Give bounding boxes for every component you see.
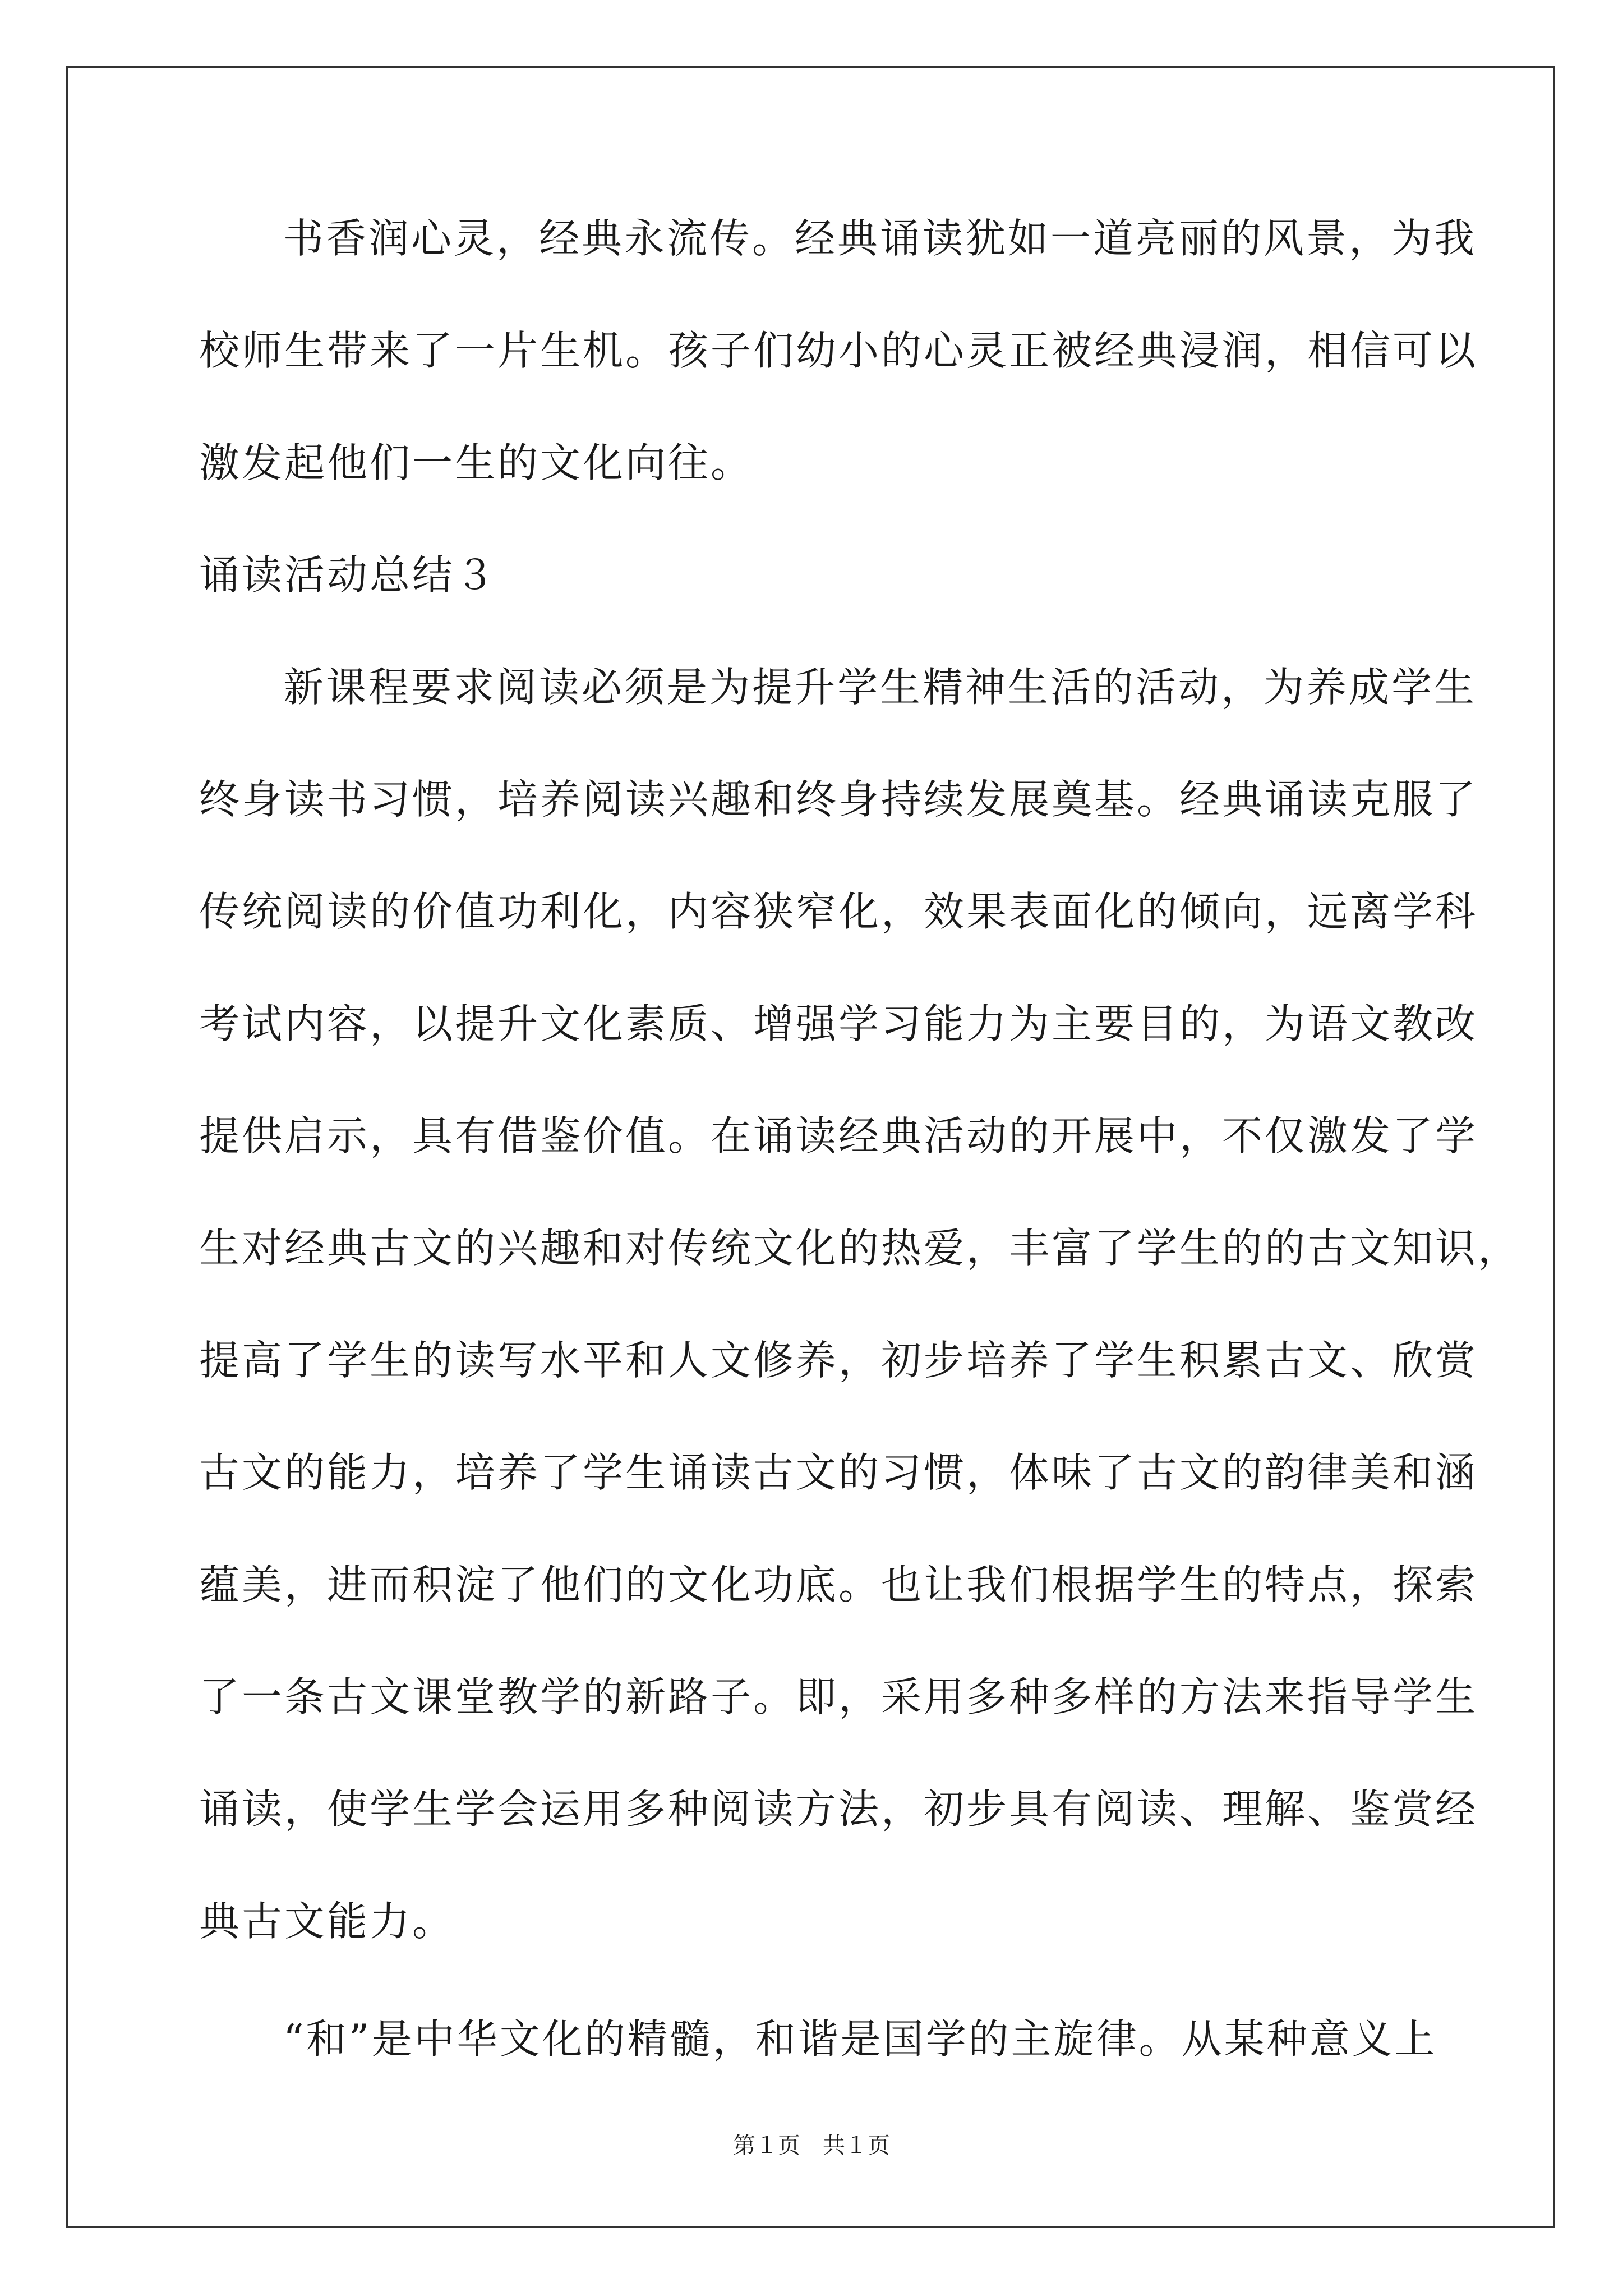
text-line: 书香润心灵，经典永流传。经典诵读犹如一道亮丽的风景，为我 xyxy=(283,215,1477,262)
text-line: “和”是中华文化的精髓，和谐是国学的主旋律。从某种意义上 xyxy=(283,2016,1437,2063)
text-line: 古文的能力，培养了学生诵读古文的习惯，体味了古文的韵律美和涵 xyxy=(199,1449,1478,1496)
text-line: 考试内容，以提升文化素质、增强学习能力为主要目的，为语文教改 xyxy=(199,1000,1478,1047)
section-heading: 诵读活动总结３ xyxy=(199,551,498,599)
text-line: 提高了学生的读写水平和人文修养，初步培养了学生积累古文、欣赏 xyxy=(199,1337,1478,1384)
text-line: 诵读，使学生学会运用多种阅读方法，初步具有阅读、理解、鉴赏经 xyxy=(199,1786,1478,1833)
text-line: 校师生带来了一片生机。孩子们幼小的心灵正被经典浸润，相信可以 xyxy=(199,327,1478,374)
text-line: 提供启示，具有借鉴价值。在诵读经典活动的开展中，不仅激发了学 xyxy=(199,1112,1478,1159)
text-line: 生对经典古文的兴趣和对传统文化的热爱，丰富了学生的的古文知识， xyxy=(199,1225,1521,1272)
text-line: 新课程要求阅读必须是为提升学生精神生活的活动，为养成学生 xyxy=(283,664,1477,711)
page-number-footer: 第１页 共１页 xyxy=(733,2133,890,2159)
text-line: 了一条古文课堂教学的新路子。即，采用多种多样的方法来指导学生 xyxy=(199,1673,1478,1720)
text-line: 激发起他们一生的文化向往。 xyxy=(199,439,754,486)
text-line: 典古文能力。 xyxy=(199,1898,455,1945)
text-line: 传统阅读的价值功利化，内容狭窄化，效果表面化的倾向，远离学科 xyxy=(199,888,1478,935)
text-line: 蕴美，进而积淀了他们的文化功底。也让我们根据学生的特点，探索 xyxy=(199,1561,1478,1608)
text-line: 终身读书习惯，培养阅读兴趣和终身持续发展奠基。经典诵读克服了 xyxy=(199,776,1478,823)
